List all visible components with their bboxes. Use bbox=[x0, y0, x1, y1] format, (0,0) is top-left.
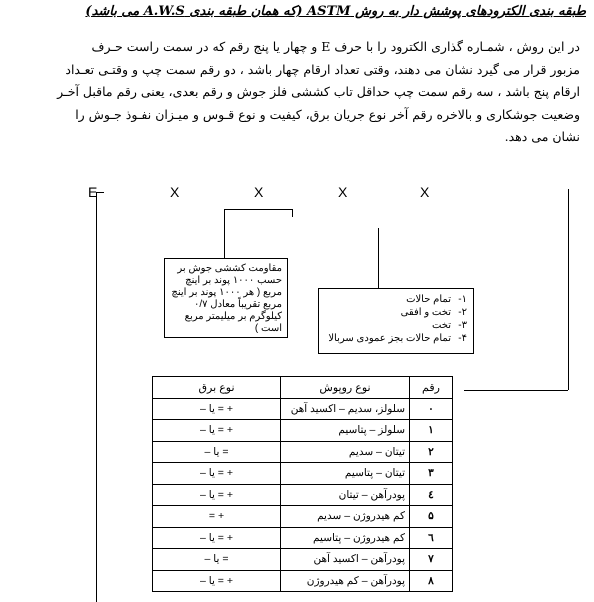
coating-cell: تیتان – پتاسیم bbox=[281, 463, 410, 485]
table-header-row bbox=[153, 377, 453, 399]
coating-cell: پودرآهن – تیتان bbox=[281, 484, 410, 506]
current-cell: + = یا – bbox=[153, 463, 281, 485]
tensile-strength-text: مقاومت کششی جوش بر حسب ۱۰۰۰ پوند بر اینچ مربع ( هر ۱۰۰۰ پوند بر اینچ مربع تقریباً معادل ۰/۷ کیلوگرم بر میلیمتر مربع است ) bbox=[171, 263, 282, 334]
description-paragraph bbox=[14, 36, 580, 149]
digit-cell: ۲ bbox=[410, 441, 453, 463]
list-item bbox=[325, 319, 467, 332]
code-letter-e: E bbox=[88, 184, 98, 200]
current-cell: + = یا – bbox=[153, 420, 281, 442]
header-coating: نوع روپوش bbox=[281, 377, 410, 399]
digit-cell: ۰ bbox=[410, 398, 453, 420]
type-connector-horizontal bbox=[464, 390, 568, 391]
position-connector-line bbox=[378, 228, 379, 288]
strength-bracket-left bbox=[224, 209, 225, 258]
paragraph-line: ارقام پنج باشد ، سه رقم سمت چپ حداقل تاب کششی فلز جوش و رقم بعدی، یعنی رقم ماقبل آخـر bbox=[57, 84, 580, 99]
current-cell: + = یا – bbox=[153, 398, 281, 420]
welding-position-list bbox=[325, 293, 467, 345]
table-row bbox=[153, 463, 453, 485]
digit-cell: ۷ bbox=[410, 549, 453, 571]
list-item bbox=[325, 306, 467, 319]
table-row bbox=[153, 527, 453, 549]
item-number: ۳- bbox=[458, 320, 467, 331]
table-row bbox=[153, 484, 453, 506]
coating-cell: کم هیدروژن – سدیم bbox=[281, 506, 410, 528]
current-cell: + = یا – bbox=[153, 484, 281, 506]
current-cell: + = bbox=[153, 506, 281, 528]
coating-cell: پودرآهن – اکسید آهن bbox=[281, 549, 410, 571]
item-text: تخت و افقی bbox=[400, 307, 451, 318]
item-text: تمام حالات بجز عمودی سربالا bbox=[328, 333, 451, 344]
item-text: تخت bbox=[431, 320, 451, 331]
digit-cell: ۵ bbox=[410, 506, 453, 528]
digit-cell: ۸ bbox=[410, 570, 453, 592]
item-number: ۲- bbox=[458, 307, 467, 318]
tensile-strength-box bbox=[164, 258, 288, 338]
coating-cell: سلولز – پتاسیم bbox=[281, 420, 410, 442]
table-row bbox=[153, 549, 453, 571]
item-number: ۴- bbox=[458, 333, 467, 344]
table-row bbox=[153, 570, 453, 592]
table-row bbox=[153, 420, 453, 442]
digit-cell: ۳ bbox=[410, 463, 453, 485]
table-row bbox=[153, 441, 453, 463]
current-cell: + = یا – bbox=[153, 527, 281, 549]
code-letter-x4: X bbox=[420, 184, 430, 200]
welding-position-box bbox=[318, 288, 474, 354]
electrode-type-table bbox=[152, 376, 453, 592]
coating-cell: پودرآهن – کم هیدروژن bbox=[281, 570, 410, 592]
coating-cell: تیتان – سدیم bbox=[281, 441, 410, 463]
header-current: نوع برق bbox=[153, 377, 281, 399]
list-item bbox=[325, 332, 467, 345]
e-connector-tick bbox=[96, 192, 104, 193]
paragraph-line: مزبور قرار می گیرد نشان می دهند، وقتی تعداد ارقام چهار باشد ، دو رقم سمت چپ و وقتـی تعـداد bbox=[65, 61, 580, 77]
current-cell: = یا – bbox=[153, 441, 281, 463]
table-row bbox=[153, 398, 453, 420]
item-number: ۱- bbox=[458, 294, 467, 305]
type-connector-vertical bbox=[568, 189, 569, 390]
e-connector-line bbox=[96, 192, 97, 602]
list-item bbox=[325, 293, 467, 306]
paragraph-line: وضعیت جوشکاری و بالاخره رقم آخر نوع جریان برق، کیفیت و نوع قـوس و میـزان نفـوذ جـوش را bbox=[75, 106, 580, 122]
item-text: تمام حالات bbox=[406, 294, 451, 305]
coating-cell: کم هیدروژن – پتاسیم bbox=[281, 527, 410, 549]
current-cell: = یا – bbox=[153, 549, 281, 571]
current-cell: + = یا – bbox=[153, 570, 281, 592]
header-digit: رقم bbox=[410, 377, 453, 399]
digit-cell: ۱ bbox=[410, 420, 453, 442]
strength-bracket-right bbox=[292, 209, 293, 217]
digit-cell: ٦ bbox=[410, 527, 453, 549]
code-letter-x1: X bbox=[170, 184, 180, 200]
paragraph-line: در این روش ، شمـاره گذاری الکترود را با حرف E و چهار یا پنج رقم که در سمت راست حـرف bbox=[91, 39, 580, 54]
paragraph-line: نشان می دهد. bbox=[504, 129, 580, 144]
strength-bracket-top bbox=[224, 209, 292, 210]
coating-cell: سلولز، سدیم – اکسید آهن bbox=[281, 398, 410, 420]
code-letter-x3: X bbox=[338, 184, 348, 200]
table-row bbox=[153, 506, 453, 528]
code-letter-x2: X bbox=[254, 184, 264, 200]
page-title: طبقه بندی الکترودهای پوشش دار به روش ASTM (که همان طبقه بندی A.W.S می باشد) bbox=[85, 4, 586, 19]
digit-cell: ٤ bbox=[410, 484, 453, 506]
